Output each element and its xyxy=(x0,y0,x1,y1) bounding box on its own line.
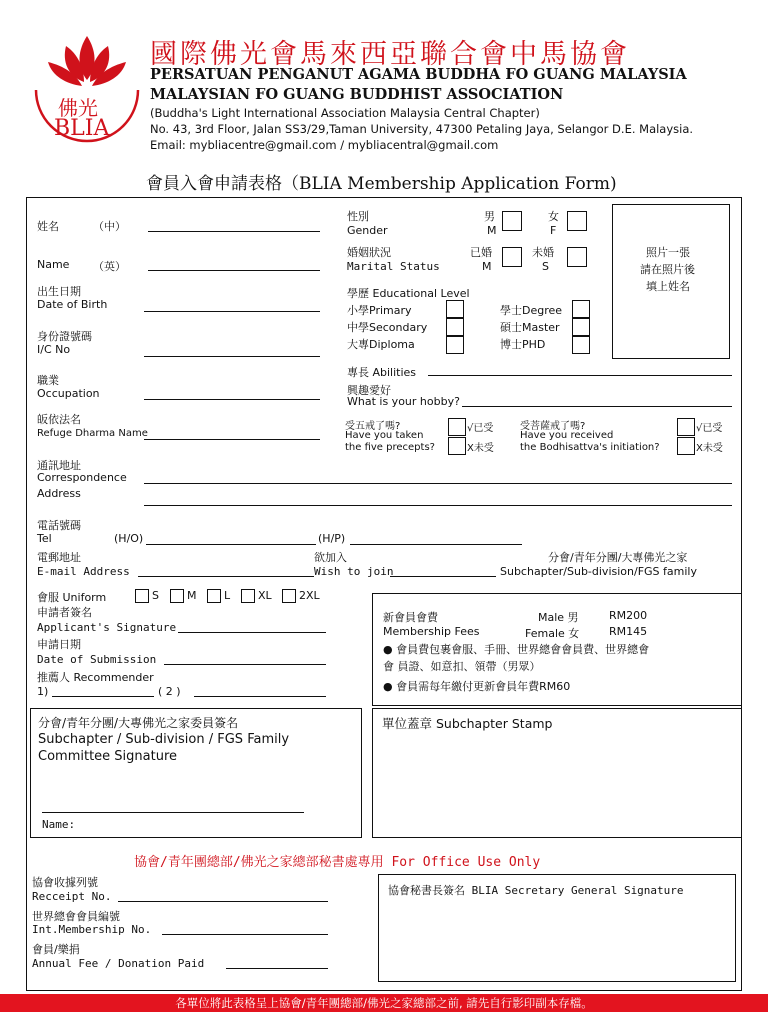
gender-male-en: M xyxy=(487,224,497,237)
uniform-2xl-label: 2XL xyxy=(299,589,320,602)
committee-cn-label: 分會/青年分團/大專佛光之家委員簽名 xyxy=(38,716,239,730)
fees-female-label: Female 女 xyxy=(525,627,580,640)
fees-note-2: ● 會員需每年繳付更新會員年費RM60 xyxy=(383,680,571,693)
bodhisattva-cn-label: 受菩薩戒了嗎? xyxy=(520,421,586,432)
fees-title-en: Membership Fees xyxy=(383,625,480,638)
subchapter-cn-label: 分會/青年分團/大專佛光之家 xyxy=(548,551,688,564)
hobby-field[interactable] xyxy=(462,406,732,407)
address-field-2[interactable] xyxy=(144,505,732,506)
association-email: Email: mybliacentre@gmail.com / mybliacentral@gmail.com xyxy=(150,138,499,152)
applicant-signature-field[interactable] xyxy=(178,632,326,633)
edu-degree-checkbox[interactable] xyxy=(572,300,590,318)
married-cn: 已婚 xyxy=(470,246,492,259)
gender-female-en: F xyxy=(550,224,557,237)
edu-degree-label: 學士Degree xyxy=(500,304,563,317)
address-field-1[interactable] xyxy=(144,483,732,484)
gender-cn-label: 性別 xyxy=(347,210,369,223)
secretary-signature-label: 協會秘書長簽名 BLIA Secretary General Signature xyxy=(388,884,684,897)
uniform-l-label: L xyxy=(224,589,231,602)
uniform-m-label: M xyxy=(187,589,197,602)
ic-en-label: I/C No xyxy=(37,343,71,356)
committee-name-label: Name: xyxy=(42,818,76,831)
tel-ho-label: (H/O) xyxy=(114,532,144,545)
occupation-cn-label: 職業 xyxy=(37,374,59,387)
single-checkbox[interactable] xyxy=(567,247,587,267)
recommender-label: 推薦人 Recommender xyxy=(37,671,154,684)
intl-membership-field[interactable] xyxy=(162,934,328,935)
marital-en-label: Marital Status xyxy=(347,260,440,273)
photo-instruction-2: 請在照片後 xyxy=(640,263,695,276)
committee-en-label-2: Committee Signature xyxy=(38,749,178,764)
precepts-en-label-1: Have you taken xyxy=(345,430,424,441)
single-en: S xyxy=(542,260,549,273)
bodhisattva-no-label: X未受 xyxy=(696,443,723,454)
uniform-label: 會服 Uniform xyxy=(37,591,107,604)
wish-cn-label: 欲加入 xyxy=(314,551,347,564)
association-address: No. 43, 3rd Floor, Jalan SS3/29,Taman University, 47300 Petaling Jaya, Selangor D.E. Malaysia. xyxy=(150,122,694,136)
bodhisattva-no-checkbox[interactable] xyxy=(677,437,695,455)
office-use-title: 協會/青年團總部/佛光之家總部秘書處專用 For Office Use Only xyxy=(134,855,541,870)
married-checkbox[interactable] xyxy=(502,247,522,267)
association-chinese-name: 國際佛光會馬來西亞聯合會中馬協會 xyxy=(150,39,630,70)
committee-signature-line[interactable] xyxy=(42,812,304,813)
signature-en-label: Applicant's Signature xyxy=(37,621,177,634)
hobby-en-label: What is your hobby? xyxy=(347,395,460,408)
uniform-m-checkbox[interactable] xyxy=(170,589,184,603)
edu-phd-checkbox[interactable] xyxy=(572,336,590,354)
gender-female-checkbox[interactable] xyxy=(567,211,587,231)
receipt-en-label: Recceipt No. xyxy=(32,890,112,903)
uniform-l-checkbox[interactable] xyxy=(207,589,221,603)
precepts-cn-label: 受五戒了嗎? xyxy=(345,421,401,432)
tel-cn-label: 電話號碼 xyxy=(37,519,81,532)
receipt-cn-label: 協會收據列號 xyxy=(32,876,98,889)
photo-instruction-1: 照片一張 xyxy=(646,246,690,259)
precepts-yes-checkbox[interactable] xyxy=(448,418,466,436)
refuge-en-label: Refuge Dharma Name xyxy=(37,428,148,439)
occupation-field[interactable] xyxy=(144,399,320,400)
wish-field[interactable] xyxy=(390,576,496,577)
email-en-label: E-mail Address xyxy=(37,565,130,578)
committee-en-label-1: Subchapter / Sub-division / FGS Family xyxy=(38,732,290,747)
association-malay-name: PERSATUAN PENGANUT AGAMA BUDDHA FO GUANG MALAYSIA xyxy=(150,66,687,83)
recommender-2-field[interactable] xyxy=(194,696,326,697)
address-en-label-2: Address xyxy=(37,487,81,500)
tel-hp-label: (H/P) xyxy=(318,532,346,545)
edu-secondary-label: 中學Secondary xyxy=(347,321,428,334)
name-cn-tag: （中） xyxy=(93,220,126,233)
recommender-1-label: 1) xyxy=(37,685,49,698)
marital-cn-label: 婚姻狀況 xyxy=(347,246,391,259)
dob-field[interactable] xyxy=(144,311,320,312)
edu-secondary-checkbox[interactable] xyxy=(446,318,464,336)
signature-cn-label: 申請者簽名 xyxy=(37,606,92,619)
fees-male-amount: RM200 xyxy=(609,609,648,622)
annual-fee-en-label: Annual Fee / Donation Paid xyxy=(32,957,205,970)
wish-en-label: Wish to join xyxy=(314,565,394,578)
uniform-xl-label: XL xyxy=(258,589,272,602)
fees-female-amount: RM145 xyxy=(609,625,648,638)
uniform-2xl-checkbox[interactable] xyxy=(282,589,296,603)
association-english-name: MALAYSIAN FO GUANG BUDDHIST ASSOCIATION xyxy=(150,86,564,103)
recommender-2-label: ( 2 ) xyxy=(158,685,181,698)
precepts-no-label: X未受 xyxy=(467,443,494,454)
precepts-yes-label: √已受 xyxy=(467,423,494,434)
form-title: 會員入會申請表格（BLIA Membership Application Form) xyxy=(146,174,617,194)
date-en-label: Date of Submission xyxy=(37,653,157,666)
gender-male-cn: 男 xyxy=(484,210,495,223)
tel-hp-field[interactable] xyxy=(350,544,522,545)
address-cn-label: 通訊地址 xyxy=(37,459,81,472)
receipt-no-field[interactable] xyxy=(118,901,328,902)
fees-note-1b: 會 員證、如意扣、領帶（男眾） xyxy=(383,660,541,673)
refuge-cn-label: 皈依法名 xyxy=(37,413,81,426)
name-cn-field[interactable] xyxy=(148,231,320,232)
precepts-en-label-2: the five precepts? xyxy=(345,442,435,453)
edu-diploma-label: 大專Diploma xyxy=(347,338,415,351)
annual-fee-cn-label: 會員/樂捐 xyxy=(32,943,80,956)
single-cn: 未婚 xyxy=(532,246,554,259)
education-label: 學歷 Educational Level xyxy=(347,287,470,300)
uniform-s-checkbox[interactable] xyxy=(135,589,149,603)
married-en: M xyxy=(482,260,492,273)
precepts-no-checkbox[interactable] xyxy=(448,437,466,455)
recommender-1-field[interactable] xyxy=(52,696,154,697)
hobby-cn-label: 興趣愛好 xyxy=(347,384,391,397)
gender-male-checkbox[interactable] xyxy=(502,211,522,231)
dob-cn-label: 出生日期 xyxy=(37,285,81,298)
ic-field[interactable] xyxy=(144,356,320,357)
address-en-label-1: Correspondence xyxy=(37,471,127,484)
annual-fee-field[interactable] xyxy=(226,968,328,969)
dob-en-label: Date of Birth xyxy=(37,298,108,311)
uniform-s-label: S xyxy=(152,589,159,602)
edu-phd-label: 博士PHD xyxy=(500,338,546,351)
date-cn-label: 申請日期 xyxy=(37,638,81,651)
edu-primary-checkbox[interactable] xyxy=(446,300,464,318)
refuge-name-field[interactable] xyxy=(144,439,320,440)
association-subtitle: (Buddha's Light International Association Malaysia Central Chapter) xyxy=(150,106,540,120)
edu-master-label: 碩士Master xyxy=(500,321,560,334)
blia-logo xyxy=(28,28,146,156)
edu-diploma-checkbox[interactable] xyxy=(446,336,464,354)
edu-master-checkbox[interactable] xyxy=(572,318,590,336)
fees-note-1: ● 會員費包裹會服、手冊、世界總會會員費、世界總會 xyxy=(383,643,650,656)
photo-instruction-3: 填上姓名 xyxy=(646,280,690,293)
abilities-field[interactable] xyxy=(428,375,732,376)
intl-membership-cn-label: 世界總會會員編號 xyxy=(32,910,120,923)
name-en-tag: （英） xyxy=(93,260,126,273)
bodhisattva-en-label-2: the Bodhisattva's initiation? xyxy=(520,442,660,453)
footer-notice: 各單位將此表格呈上協會/青年團總部/佛光之家總部之前, 請先自行影印副本存檔。 xyxy=(175,996,593,1010)
uniform-xl-checkbox[interactable] xyxy=(241,589,255,603)
bodhisattva-yes-label: √已受 xyxy=(696,423,723,434)
gender-en-label: Gender xyxy=(347,224,388,237)
tel-en-label: Tel xyxy=(37,532,52,545)
bodhisattva-en-label-1: Have you received xyxy=(520,430,614,441)
email-field[interactable] xyxy=(138,576,314,577)
edu-primary-label: 小學Primary xyxy=(347,304,412,317)
fees-title-cn: 新會員會費 xyxy=(383,611,438,624)
occupation-en-label: Occupation xyxy=(37,387,100,400)
submission-date-field[interactable] xyxy=(164,664,326,665)
logo-chinese-text: 佛光 xyxy=(58,96,98,120)
tel-ho-field[interactable] xyxy=(146,544,316,545)
bodhisattva-yes-checkbox[interactable] xyxy=(677,418,695,436)
name-en-field[interactable] xyxy=(148,270,320,271)
name-cn-label: 姓名 xyxy=(37,220,59,233)
intl-membership-en-label: Int.Membership No. xyxy=(32,923,152,936)
email-cn-label: 電郵地址 xyxy=(37,551,81,564)
abilities-label: 專長 Abilities xyxy=(347,366,417,379)
fees-male-label: Male 男 xyxy=(538,611,579,624)
logo-blia-text: BLIA xyxy=(54,116,110,141)
ic-cn-label: 身份證號碼 xyxy=(37,330,92,343)
name-en-label: Name xyxy=(37,258,70,271)
gender-female-cn: 女 xyxy=(548,210,559,223)
subchapter-en-label: Subchapter/Sub-division/FGS family xyxy=(500,565,697,578)
stamp-label: 單位蓋章 Subchapter Stamp xyxy=(382,716,553,731)
